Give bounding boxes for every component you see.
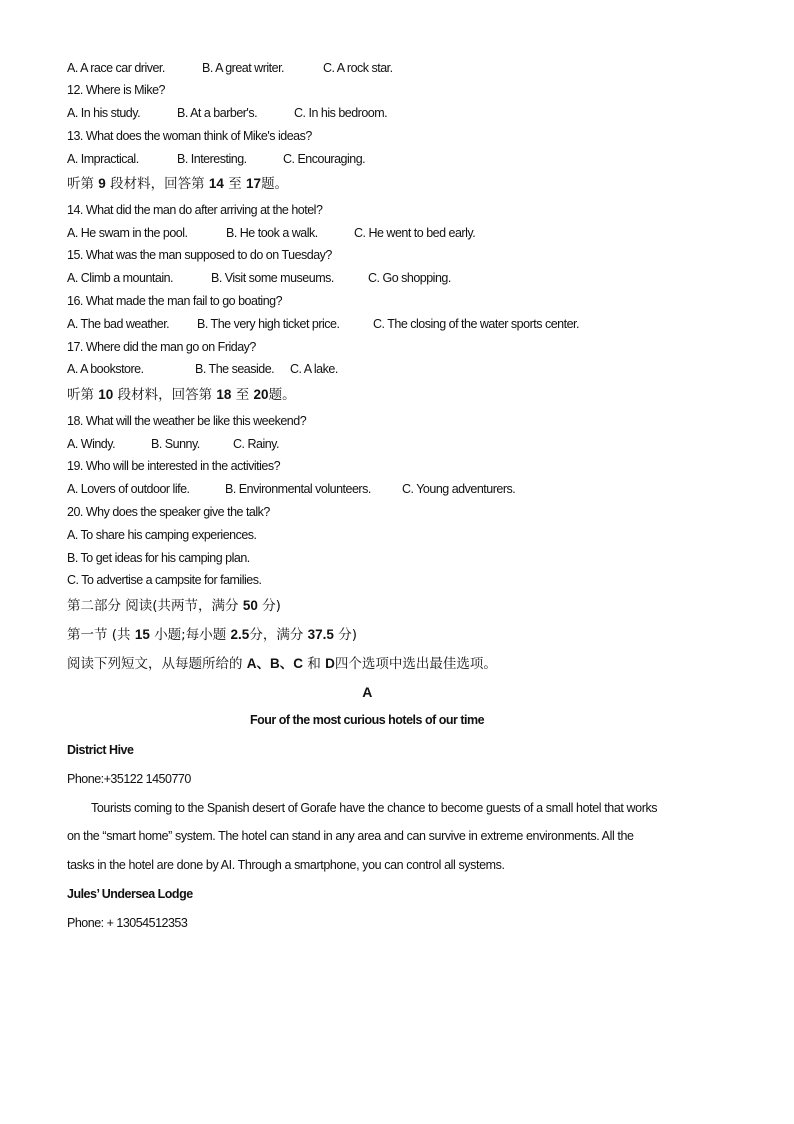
q13-options (67, 151, 365, 167)
q18-option-a: A. Windy. (67, 437, 116, 451)
q14-option-a: A. He swam in the pool. (67, 226, 188, 240)
instruction-letter-d: D (325, 656, 335, 671)
q11-option-b: B. A great writer. (202, 61, 285, 75)
sec10-num-3: 20 (253, 387, 269, 402)
sec10-text-2: 段材料，回答第 (117, 387, 213, 403)
q12-option-c: C. In his bedroom. (294, 106, 388, 120)
sec10-text-1: 听第 (67, 387, 94, 403)
q20-question: 20. Why does the speaker give the talk? (67, 505, 270, 519)
q16-option-a: A. The bad weather. (67, 317, 170, 331)
q15-option-c: C. Go shopping. (368, 271, 451, 285)
hotel-1-description-line-3: tasks in the hotel are done by AI. Through a smartphone, you can control all systems. (67, 858, 505, 872)
q20-option-b: B. To get ideas for his camping plan. (67, 551, 250, 565)
section1-text-3: 分，满分 (249, 627, 304, 643)
q12-option-a: A. In his study. (67, 106, 141, 120)
section1-num-2: 2.5 (230, 627, 250, 642)
section-one-heading (67, 626, 357, 644)
q18-option-c: C. Rainy. (233, 437, 279, 451)
instruction-text-2: 和 (307, 656, 321, 672)
q12-question: 12. Where is Mike? (67, 83, 165, 97)
q19-option-b: B. Environmental volunteers. (225, 482, 371, 496)
sec10-num-1: 10 (98, 387, 114, 402)
reading-instruction (67, 655, 497, 673)
q19-option-a: A. Lovers of outdoor life. (67, 482, 190, 496)
passage-title: Four of the most curious hotels of our time (249, 713, 485, 727)
section-9-heading (67, 175, 288, 193)
q18-question: 18. What will the weather be like this weekend? (67, 414, 307, 428)
q19-option-c: C. Young adventurers. (402, 482, 516, 496)
part2-text-2: 分) (262, 598, 281, 614)
hotel-2-phone: Phone: + 13054512353 (67, 916, 188, 930)
q19-options (67, 481, 515, 497)
q20-option-a: A. To share his camping experiences. (67, 528, 257, 542)
sec9-num-1: 9 (98, 176, 106, 191)
q17-question: 17. Where did the man go on Friday? (67, 340, 256, 354)
q16-option-b: B. The very high ticket price. (197, 317, 340, 331)
sec9-text-4: 题。 (261, 176, 289, 192)
hotel-1-name: District Hive (67, 743, 134, 757)
q13-option-c: C. Encouraging. (283, 152, 366, 166)
section1-num-3: 37.5 (307, 627, 334, 642)
passage-letter: A (362, 684, 372, 700)
q16-question: 16. What made the man fail to go boating? (67, 294, 283, 308)
part2-text-1: 第二部分 阅读(共两节，满分 (67, 598, 239, 614)
section1-text-2: 小题;每小题 (154, 627, 227, 643)
q13-option-a: A. Impractical. (67, 152, 139, 166)
q11-option-a: A. A race car driver. (67, 61, 165, 75)
sec10-text-3: 至 (235, 387, 250, 403)
q11-option-c: C. A rock star. (323, 61, 393, 75)
sec9-text-3: 至 (228, 176, 242, 192)
sec9-num-3: 17 (246, 176, 262, 191)
q14-option-c: C. He went to bed early. (354, 226, 476, 240)
q13-option-b: B. Interesting. (177, 152, 247, 166)
instruction-text-1: 阅读下列短文，从每题所给的 (67, 656, 243, 672)
q20-option-c: C. To advertise a campsite for families. (67, 573, 262, 587)
q15-option-a: A. Climb a mountain. (67, 271, 174, 285)
sec9-text-1: 听第 (67, 176, 94, 192)
hotel-1-phone: Phone:+35122 1450770 (67, 772, 191, 786)
q17-option-c: C. A lake. (290, 362, 338, 376)
q12-options (67, 105, 387, 121)
q16-option-c: C. The closing of the water sports center. (373, 317, 579, 331)
section-10-heading (67, 386, 296, 404)
q14-options (67, 225, 475, 241)
q17-options (67, 361, 338, 377)
section1-num-1: 15 (134, 627, 150, 642)
q14-question: 14. What did the man do after arriving at the hotel? (67, 203, 323, 217)
sec10-num-2: 18 (216, 387, 232, 402)
q15-option-b: B. Visit some museums. (211, 271, 334, 285)
q12-option-b: B. At a barber's. (177, 106, 258, 120)
q17-option-b: B. The seaside. (195, 362, 275, 376)
hotel-1-description-line-2: on the “smart home” system. The hotel can stand in any area and can survive in extreme environments. All the (67, 829, 634, 843)
q15-question: 15. What was the man supposed to do on Tuesday? (67, 248, 332, 262)
q18-option-b: B. Sunny. (151, 437, 200, 451)
sec9-num-2: 14 (208, 176, 224, 191)
part-two-heading (67, 597, 281, 615)
sec10-text-4: 题。 (268, 387, 296, 403)
q19-question: 19. Who will be interested in the activities? (67, 459, 281, 473)
instruction-letters-abc: A、B、C (246, 656, 304, 671)
section1-text-1: 第一节 (共 (67, 627, 131, 643)
q18-options (67, 436, 279, 452)
q13-question: 13. What does the woman think of Mike's ideas? (67, 129, 312, 143)
q16-options (67, 316, 579, 332)
part2-num-1: 50 (242, 598, 258, 613)
hotel-2-name: Jules’ Undersea Lodge (67, 887, 193, 901)
q14-option-b: B. He took a walk. (226, 226, 318, 240)
section1-text-4: 分) (338, 627, 357, 643)
sec9-text-2: 段材料，回答第 (110, 176, 205, 192)
hotel-1-description-line-1: Tourists coming to the Spanish desert of Gorafe have the chance to become guests of a small hotel that works (91, 801, 658, 815)
q15-options (67, 270, 451, 286)
q17-option-a: A. A bookstore. (67, 362, 144, 376)
instruction-text-3: 四个选项中选出最佳选项。 (334, 656, 497, 672)
q11-options (67, 60, 393, 76)
